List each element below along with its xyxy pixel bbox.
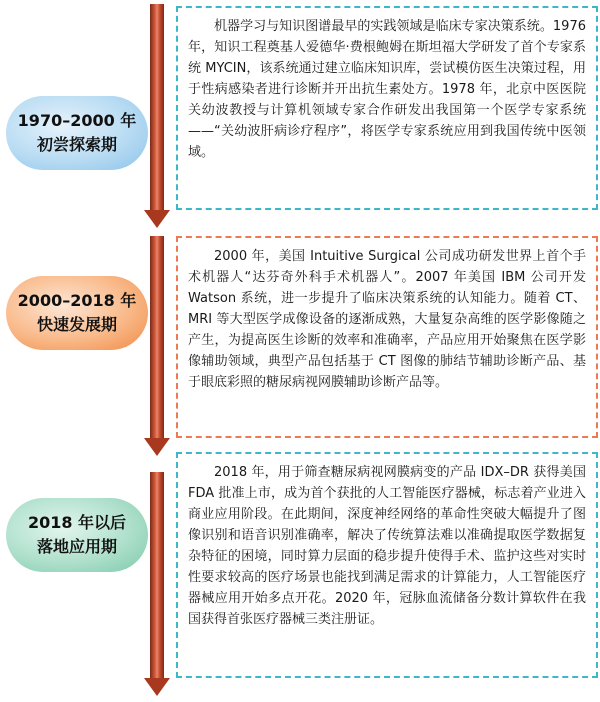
stage-name: 快速发展期 bbox=[36, 315, 117, 334]
stage-period: 2018 年以后 bbox=[27, 513, 127, 532]
stage-label-3 bbox=[6, 498, 148, 572]
arrow-head-icon bbox=[144, 678, 170, 696]
stage-period: 1970–2000 年 bbox=[17, 111, 137, 130]
arrow-head-icon bbox=[144, 210, 170, 228]
stage-description-1: 机器学习与知识图谱最早的实践领域是临床专家决策系统。1976 年，知识工程奠基人爱德华·费根鲍姆在斯坦福大学研发了首个专家系统 MYCIN，该系统通过建立临床知识库，尝试模仿医生决策过程，用于性病感染者进行诊断并开出抗生素处方。1978 年，北京中医医院关幼波教授与计算机领域专家合作研发出我国第一个医学专家系统——“关幼波肝病诊疗程序”，将医学专家系统应用到我国传统中医领域。 bbox=[176, 6, 598, 210]
stage-name: 初尝探索期 bbox=[36, 135, 117, 154]
arrow-head-icon bbox=[144, 438, 170, 456]
stage-name: 落地应用期 bbox=[36, 537, 117, 556]
stage-label-2 bbox=[6, 276, 148, 350]
stage-period: 2000–2018 年 bbox=[17, 291, 137, 310]
stage-description-2: 2000 年，美国 Intuitive Surgical 公司成功研发世界上首个手术机器人“达芬奇外科手术机器人”。2007 年美国 IBM 公司开发 Watson 系统，进一步提升了临床决策系统的认知能力。随着 CT、MRI 等大型医学成像设备的逐渐成熟，大量复杂高维的医学影像随之产生，为提高医生诊断的效率和准确率，产品应用开始聚焦在医学影像辅助领域，典型产品包括基于 CT 图像的肺结节辅助诊断产品、基于眼底彩照的糖尿病视网膜辅助诊断产品等。 bbox=[176, 236, 598, 438]
stage-description-3: 2018 年，用于筛查糖尿病视网膜病变的产品 IDX–DR 获得美国 FDA 批准上市，成为首个获批的人工智能医疗器械，标志着产业进入商业应用阶段。在此期间，深度神经网络的革命性突破大幅提升了图像识别和语音识别准确率，解决了传统算法难以准确提取医学数据复杂特征的困境，同时算力层面的稳步提升使得手术、监护这些对实时性要求较高的医疗场景也能找到满足需求的计算能力，人工智能医疗器械应用开始多点开花。2020 年，冠脉血流储备分数计算软件在我国获得首张医疗器械三类注册证。 bbox=[176, 452, 598, 678]
stage-label-1 bbox=[6, 96, 148, 170]
